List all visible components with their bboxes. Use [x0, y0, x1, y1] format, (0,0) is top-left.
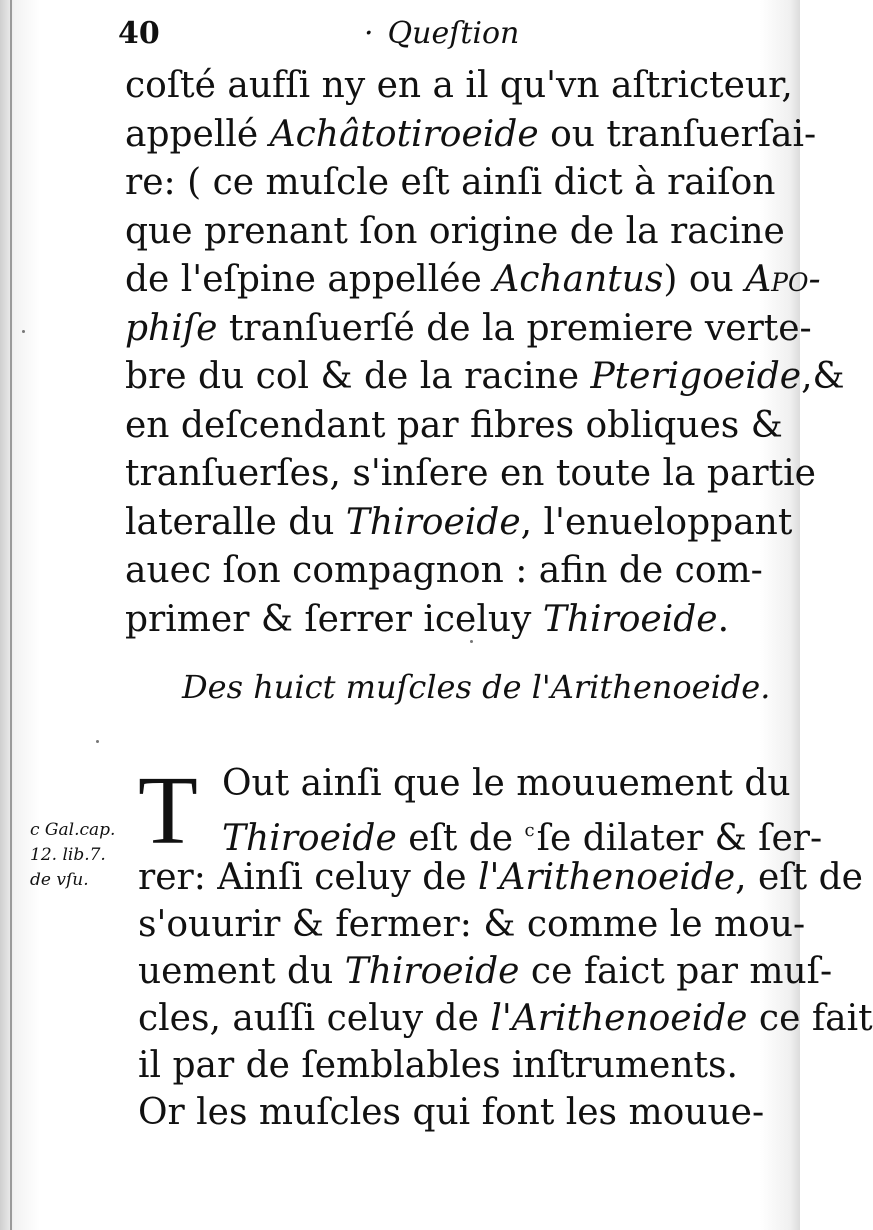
text-line: Or les muſcles qui font les mouue- [138, 1092, 765, 1133]
paragraph-1 [125, 62, 845, 644]
running-head [364, 16, 519, 51]
text-line: auec ſon compagnon : afin de com- [125, 550, 763, 591]
ink-speck [22, 330, 25, 333]
text-line: il par de ſemblables inſtruments. [138, 1045, 738, 1086]
margin-note-line: de vſu. [30, 870, 89, 890]
text-line: re: ( ce muſcle eſt ainſi dict à raiſon [125, 162, 776, 203]
text-line: rer: Ainſi celuy de l'Arithenoeide, eſt de [138, 857, 863, 898]
page-gutter-edge [10, 0, 12, 1230]
text-line: cles, auſſi celuy de l'Arithenoeide ce fait [138, 998, 873, 1039]
page-number: 40 [118, 16, 160, 51]
text-line: Out ainſi que le mouuement du [222, 763, 791, 804]
margin-note-line: c Gal.cap. [30, 820, 116, 840]
text-line: appellé Achâtotiroeide ou tranſuerſai- [125, 113, 817, 155]
text-line: primer & ſerrer iceluy Thiroeide. [125, 598, 730, 640]
header-ornament-dot: · [364, 16, 374, 51]
text-line: de l'eſpine appellée Achantus) ou Apo- [125, 259, 821, 300]
text-line: tranſuerſes, s'inſere en toute la partie [125, 453, 816, 494]
ink-speck [470, 640, 473, 643]
page-header [118, 12, 758, 62]
footnote-marker: c [524, 820, 535, 841]
margin-note-line: 12. lib.7. [30, 845, 106, 865]
paragraph-2 [138, 757, 873, 1136]
text-line: lateralle du Thiroeide, l'enueloppant [125, 501, 793, 543]
text-line: que prenant ſon origine de la racine [125, 210, 785, 252]
text-line: Thiroeide eſt de $^c$ſe dilater & ſer- [222, 818, 823, 859]
section-heading: Des huict muſcles de l'Arithenoeide. [182, 668, 771, 706]
text-line: coſté aufſi ny en a il qu'vn aſtricteur, [125, 65, 793, 106]
text-line: bre du col & de la racine Pterigoeide,& [125, 356, 845, 397]
margin-note [30, 818, 130, 893]
ink-speck [96, 740, 99, 743]
text-line: en deſcendant par fibres obliques & [125, 404, 783, 446]
drop-cap: T [138, 757, 198, 865]
running-head-text: Queſtion [387, 16, 520, 51]
text-line: s'ouurir & fermer: & comme le mou- [138, 904, 806, 945]
text-line: uement du Thiroeide ce faict par muſ- [138, 951, 833, 992]
text-line: phiſe tranſuerſé de la premiere verte- [125, 307, 812, 349]
